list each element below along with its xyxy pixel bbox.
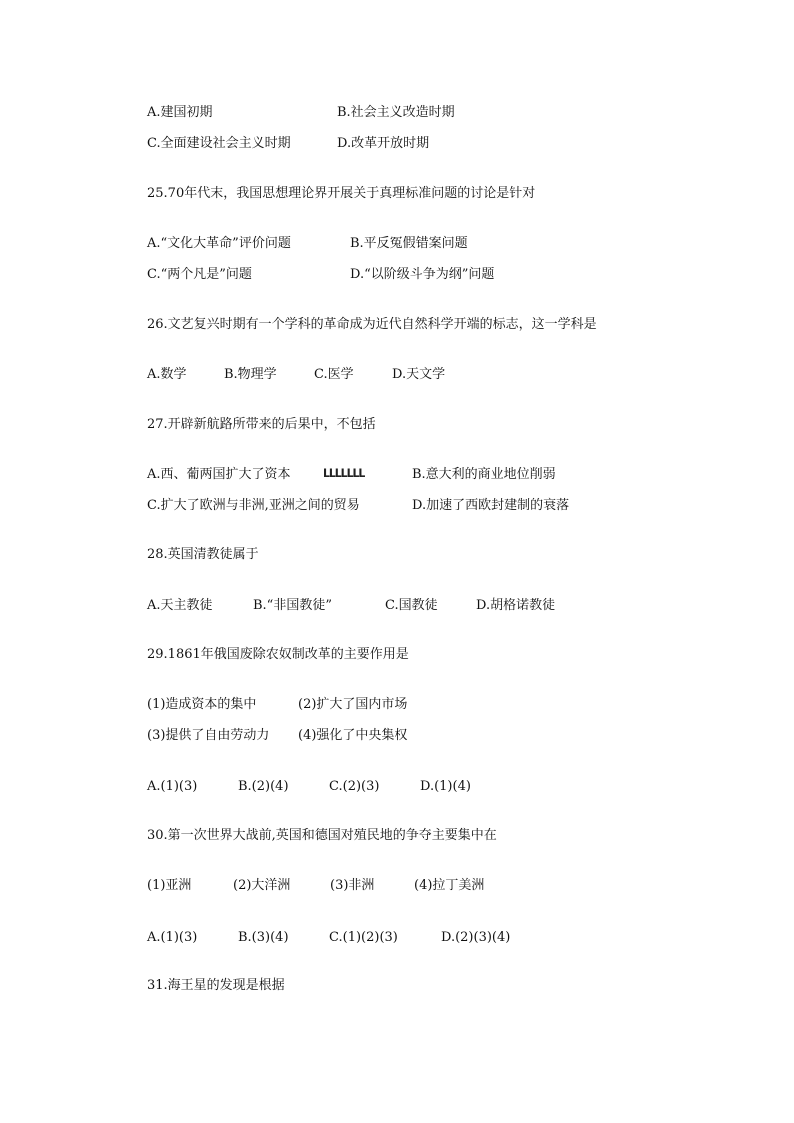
- q25-option-a: A.“文化大革命”评价问题: [147, 236, 291, 251]
- q27-option-a: A.西、葡两国扩大了资本: [147, 467, 291, 482]
- garbled-glyphs: ᒪᒪᒪᒪᒪᒪᒪ: [323, 467, 365, 480]
- q26-option-c: C.医学: [314, 367, 354, 382]
- q24-option-a: A.建国初期: [147, 105, 213, 120]
- q30-stem: 30.第一次世界大战前,英国和德国对殖民地的争夺主要集中在: [147, 828, 497, 843]
- q30-item-2: (2)大洋洲: [233, 878, 291, 893]
- q26-option-a: A.数学: [147, 367, 187, 382]
- q30-option-b: B.(3)(4): [238, 930, 289, 945]
- q25-option-b: B.平反冤假错案问题: [350, 236, 468, 251]
- q29-option-b: B.(2)(4): [238, 779, 289, 794]
- q25-option-c: C.“两个凡是”问题: [147, 267, 252, 282]
- q28-stem: 28.英国清教徒属于: [147, 547, 259, 562]
- q26-stem: 26.文艺复兴时期有一个学科的革命成为近代自然科学开端的标志，这一学科是: [147, 317, 597, 332]
- q30-option-d: D.(2)(3)(4): [441, 930, 511, 945]
- q29-item-3: (3)提供了自由劳动力: [147, 728, 270, 743]
- q30-option-a: A.(1)(3): [147, 930, 198, 945]
- q24-option-d: D.改革开放时期: [337, 136, 430, 151]
- q28-option-d: D.胡格诺教徒: [476, 598, 556, 613]
- q28-option-c: C.国教徒: [385, 598, 438, 613]
- q30-item-4: (4)拉丁美洲: [414, 878, 485, 893]
- q31-stem: 31.海王星的发现是根据: [147, 978, 285, 993]
- q24-option-b: B.社会主义改造时期: [337, 105, 455, 120]
- q29-option-c: C.(2)(3): [329, 779, 380, 794]
- q29-option-a: A.(1)(3): [147, 779, 198, 794]
- q30-option-c: C.(1)(2)(3): [329, 930, 398, 945]
- q29-item-2: (2)扩大了国内市场: [298, 697, 408, 712]
- q30-item-1: (1)亚洲: [147, 878, 192, 893]
- q28-option-a: A.天主教徒: [147, 598, 213, 613]
- q29-item-4: (4)强化了中央集权: [298, 728, 408, 743]
- q25-stem: 25.70年代末，我国思想理论界开展关于真理标准问题的讨论是针对: [147, 186, 536, 201]
- q27-stem: 27.开辟新航路所带来的后果中，不包括: [147, 417, 376, 432]
- q29-stem: 29.1861年俄国废除农奴制改革的主要作用是: [147, 647, 409, 662]
- q27-option-b: B.意大利的商业地位削弱: [412, 467, 556, 482]
- q29-item-1: (1)造成资本的集中: [147, 697, 257, 712]
- q25-option-d: D.“以阶级斗争为纲”问题: [350, 267, 495, 282]
- q28-option-b: B.“非国教徒”: [253, 598, 332, 613]
- q29-option-d: D.(1)(4): [420, 779, 471, 794]
- q26-option-d: D.天文学: [392, 367, 446, 382]
- q27-option-c: C.扩大了欧洲与非洲,亚洲之间的贸易: [147, 498, 360, 513]
- q30-item-3: (3)非洲: [330, 878, 375, 893]
- q27-option-d: D.加速了西欧封建制的衰落: [412, 498, 570, 513]
- q24-option-c: C.全面建设社会主义时期: [147, 136, 291, 151]
- q26-option-b: B.物理学: [224, 367, 277, 382]
